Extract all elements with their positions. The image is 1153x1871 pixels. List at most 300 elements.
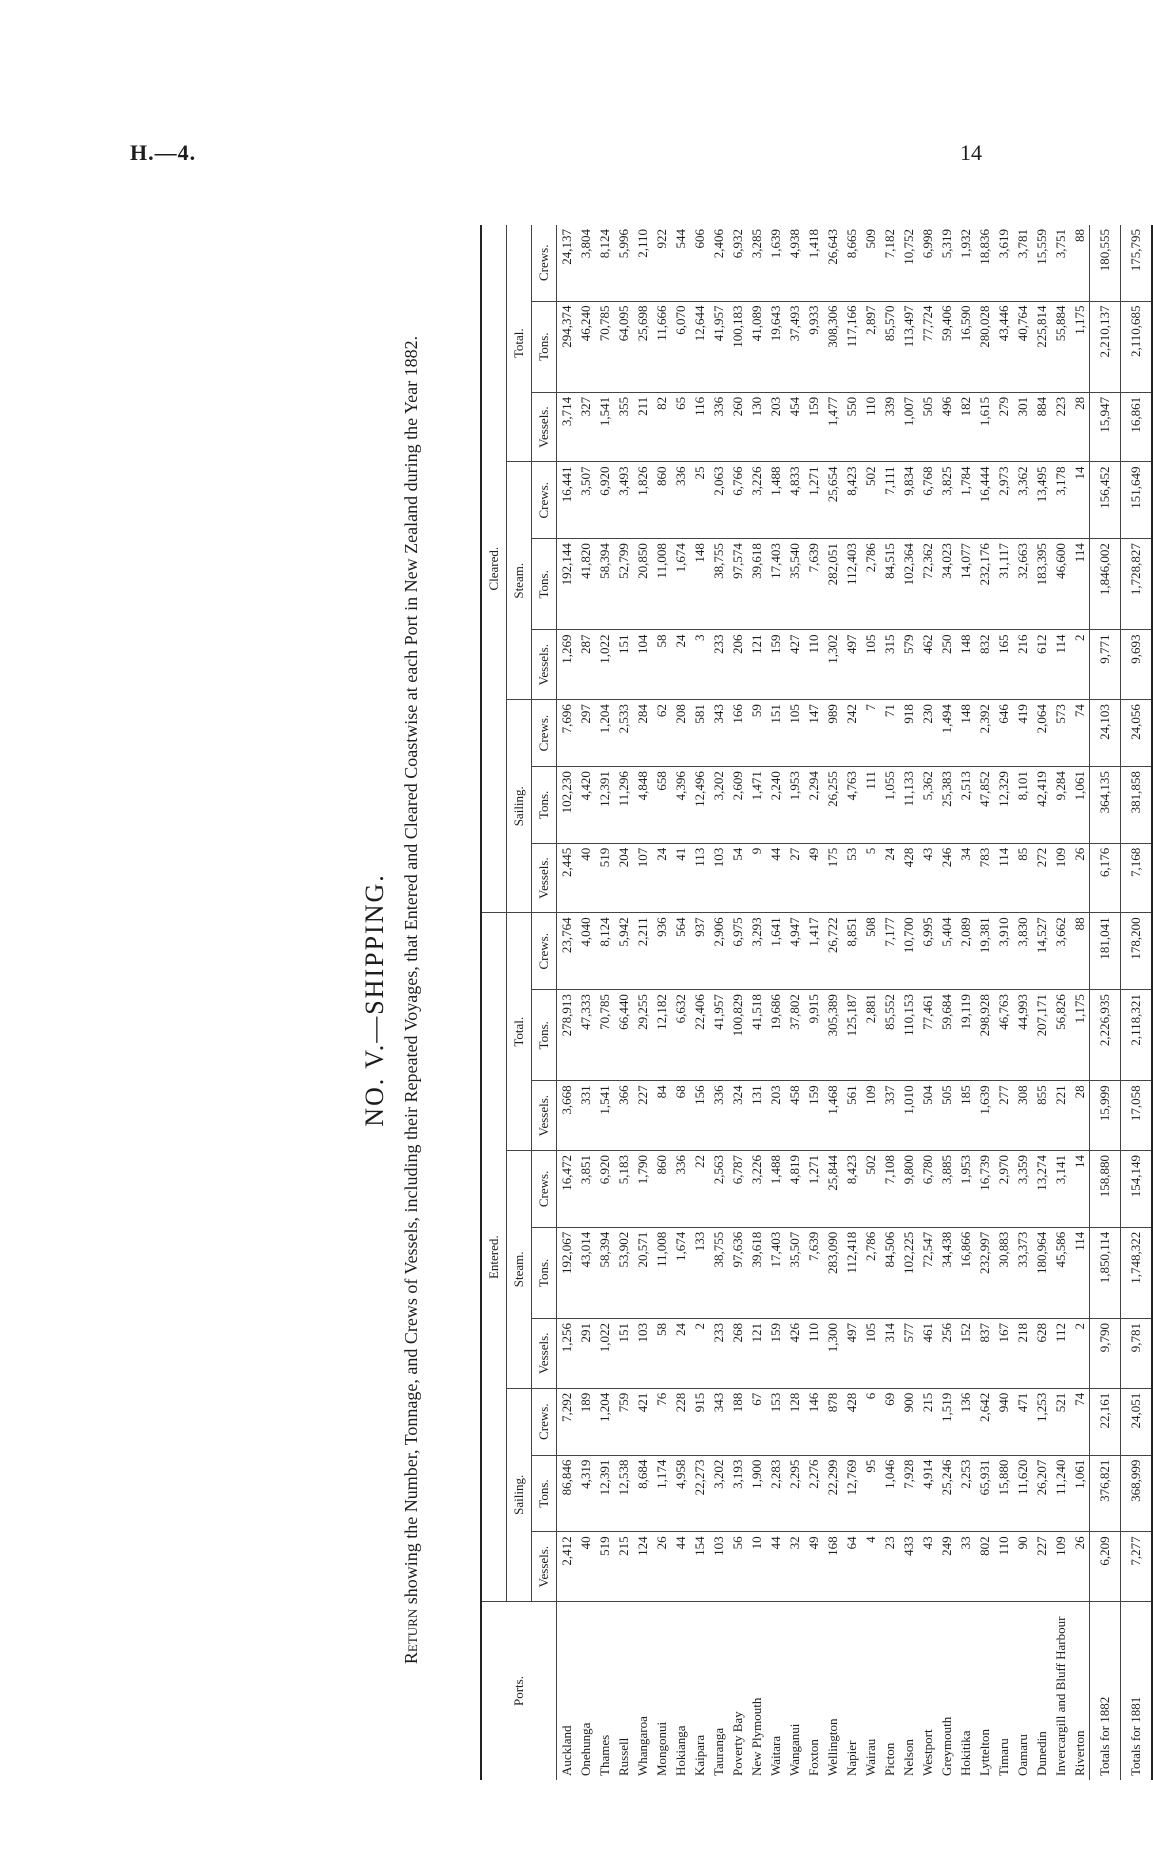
entered-vessels-cell: 366	[614, 1081, 633, 1151]
entered-vessels-cell: 9,781	[1121, 1319, 1153, 1389]
cleared-vessels-cell: 250	[937, 630, 956, 700]
cleared-crews-cell: 5,996	[614, 225, 633, 301]
cleared-crews-cell: 9,834	[899, 462, 918, 539]
entered-vessels-cell: 1,468	[823, 1081, 842, 1151]
cleared-tons-cell: 12,329	[994, 767, 1013, 844]
cleared-tons-cell: 41,089	[747, 301, 766, 392]
entered-tons-cell: 1,900	[747, 1455, 766, 1532]
cleared-vessels-cell: 211	[633, 392, 652, 462]
port-name: Riverton	[1071, 1730, 1087, 1776]
cleared-crews-cell: 419	[1013, 700, 1032, 767]
cleared-crews-cell: 2,110	[633, 225, 652, 301]
entered-tons-cell: 56,826	[1051, 990, 1070, 1081]
cleared-vessels-cell: 505	[918, 392, 937, 462]
entered-vessels-cell: 131	[747, 1081, 766, 1151]
totals-label: Totals for 1881	[1121, 1602, 1153, 1781]
entered-tons-cell: 305,389	[823, 990, 842, 1081]
entered-vessels-cell: 23	[880, 1532, 899, 1602]
cleared-vessels-cell: 7,168	[1121, 843, 1153, 913]
cleared-crews-cell: 151,649	[1121, 462, 1153, 539]
entered-crews-cell: 2,906	[709, 913, 728, 990]
entered-tons-cell: 44,993	[1013, 990, 1032, 1081]
entered-crews-cell: 759	[614, 1388, 633, 1455]
entered-tons-cell: 298,928	[975, 990, 994, 1081]
cleared-crews-cell: 2,392	[975, 700, 994, 767]
entered-tons-cell: 112,418	[842, 1227, 861, 1318]
cleared-tons-cell: 55,884	[1051, 301, 1070, 392]
port-name: Kaipara	[691, 1734, 707, 1776]
cleared-crews-cell: 62	[652, 700, 671, 767]
cleared-crews-cell: 1,418	[804, 225, 823, 301]
cleared-tons-cell: 117,166	[842, 301, 861, 392]
entered-vessels-cell: 110	[994, 1532, 1013, 1602]
entered-crews-cell: 22,161	[1090, 1388, 1121, 1455]
entered-tons-cell: 37,802	[785, 990, 804, 1081]
cleared-crews-cell: 147	[804, 700, 823, 767]
cleared-tons-cell: 112,403	[842, 539, 861, 630]
cleared-crews-cell: 230	[918, 700, 937, 767]
entered-tons-cell: 6,632	[671, 990, 690, 1081]
cleared-vessels-cell: 105	[861, 630, 880, 700]
entered-tons-cell: 9,915	[804, 990, 823, 1081]
header-entered-steam: Steam.	[507, 1151, 532, 1389]
header-crews: Crews.	[532, 700, 557, 767]
cleared-vessels-cell: 3	[690, 630, 709, 700]
table-row	[785, 225, 804, 1780]
entered-tons-cell: 2,226,935	[1090, 990, 1121, 1081]
cleared-tons-cell: 12,644	[690, 301, 709, 392]
entered-vessels-cell: 103	[709, 1532, 728, 1602]
cleared-tons-cell: 192,144	[557, 539, 577, 630]
table-row	[690, 225, 709, 1780]
cleared-crews-cell: 8,423	[842, 462, 861, 539]
shipping-table	[480, 225, 1153, 1780]
entered-vessels-cell: 49	[804, 1532, 823, 1602]
cleared-tons-cell: 19,643	[766, 301, 785, 392]
cleared-vessels-cell: 27	[785, 843, 804, 913]
entered-crews-cell: 5,404	[937, 913, 956, 990]
cleared-vessels-cell: 550	[842, 392, 861, 462]
entered-tons-cell: 1,674	[671, 1227, 690, 1318]
cleared-tons-cell: 8,101	[1013, 767, 1032, 844]
cleared-vessels-cell: 223	[1051, 392, 1070, 462]
header-tons: Tons.	[532, 1455, 557, 1532]
cleared-tons-cell: 59,406	[937, 301, 956, 392]
entered-vessels-cell: 152	[956, 1319, 975, 1389]
cleared-tons-cell: 97,574	[728, 539, 747, 630]
table-row	[633, 225, 652, 1780]
entered-crews-cell: 158,880	[1090, 1151, 1121, 1228]
entered-crews-cell: 940	[994, 1388, 1013, 1455]
table-row	[842, 225, 861, 1780]
entered-vessels-cell: 497	[842, 1319, 861, 1389]
table-row	[880, 225, 899, 1780]
entered-vessels-cell: 203	[766, 1081, 785, 1151]
cleared-tons-cell: 52,799	[614, 539, 633, 630]
entered-crews-cell: 146	[804, 1388, 823, 1455]
entered-tons-cell: 2,283	[766, 1455, 785, 1532]
entered-crews-cell: 2,563	[709, 1151, 728, 1228]
entered-tons-cell: 1,748,322	[1121, 1227, 1153, 1318]
entered-crews-cell: 3,830	[1013, 913, 1032, 990]
header-vessels: Vessels.	[532, 1532, 557, 1602]
header-vessels: Vessels.	[532, 1319, 557, 1389]
entered-crews-cell: 900	[899, 1388, 918, 1455]
header-vessels: Vessels.	[532, 1081, 557, 1151]
cleared-tons-cell: 7,639	[804, 539, 823, 630]
cleared-tons-cell: 2,210,137	[1090, 301, 1121, 392]
table-row	[576, 225, 595, 1780]
entered-crews-cell: 7,177	[880, 913, 899, 990]
entered-crews-cell: 67	[747, 1388, 766, 1455]
cleared-vessels-cell: 104	[633, 630, 652, 700]
cleared-tons-cell: 46,600	[1051, 539, 1070, 630]
entered-vessels-cell: 1,541	[595, 1081, 614, 1151]
entered-vessels-cell: 156	[690, 1081, 709, 1151]
entered-crews-cell: 128	[785, 1388, 804, 1455]
entered-crews-cell: 1,641	[766, 913, 785, 990]
entered-tons-cell: 376,821	[1090, 1455, 1121, 1532]
entered-crews-cell: 2,642	[975, 1388, 994, 1455]
cleared-vessels-cell: 462	[918, 630, 937, 700]
cleared-vessels-cell: 287	[576, 630, 595, 700]
entered-crews-cell: 9,800	[899, 1151, 918, 1228]
cleared-tons-cell: 37,493	[785, 301, 804, 392]
cleared-vessels-cell: 355	[614, 392, 633, 462]
entered-tons-cell: 2,118,321	[1121, 990, 1153, 1081]
table-row	[1032, 225, 1051, 1780]
cleared-crews-cell: 1,639	[766, 225, 785, 301]
entered-crews-cell: 188	[728, 1388, 747, 1455]
entered-vessels-cell: 10	[747, 1532, 766, 1602]
entered-crews-cell: 3,293	[747, 913, 766, 990]
cleared-tons-cell: 14,077	[956, 539, 975, 630]
entered-vessels-cell: 233	[709, 1319, 728, 1389]
entered-vessels-cell: 505	[937, 1081, 956, 1151]
entered-vessels-cell: 26	[1070, 1532, 1090, 1602]
header-entered-total: Total.	[507, 913, 532, 1151]
table-row	[994, 225, 1013, 1780]
cleared-crews-cell: 6,932	[728, 225, 747, 301]
entered-tons-cell: 95	[861, 1455, 880, 1532]
entered-vessels-cell: 577	[899, 1319, 918, 1389]
cleared-crews-cell: 918	[899, 700, 918, 767]
entered-tons-cell: 180,964	[1032, 1227, 1051, 1318]
totals-label: Totals for 1882	[1090, 1602, 1121, 1781]
entered-crews-cell: 2,970	[994, 1151, 1013, 1228]
cleared-crews-cell: 3,226	[747, 462, 766, 539]
cleared-vessels-cell: 24	[880, 843, 899, 913]
entered-crews-cell: 69	[880, 1388, 899, 1455]
cleared-tons-cell: 32,663	[1013, 539, 1032, 630]
table-row	[861, 225, 880, 1780]
cleared-crews-cell: 2,973	[994, 462, 1013, 539]
cleared-tons-cell: 42,419	[1032, 767, 1051, 844]
cleared-crews-cell: 2,406	[709, 225, 728, 301]
entered-tons-cell: 1,046	[880, 1455, 899, 1532]
cleared-crews-cell: 5,319	[937, 225, 956, 301]
cleared-crews-cell: 1,494	[937, 700, 956, 767]
entered-vessels-cell: 112	[1051, 1319, 1070, 1389]
cleared-crews-cell: 14	[1070, 462, 1090, 539]
entered-vessels-cell: 109	[861, 1081, 880, 1151]
entered-crews-cell: 1,953	[956, 1151, 975, 1228]
cleared-crews-cell: 2,063	[709, 462, 728, 539]
entered-tons-cell: 41,957	[709, 990, 728, 1081]
cleared-tons-cell: 39,618	[747, 539, 766, 630]
port-name: Tauranga	[710, 1727, 726, 1776]
entered-tons-cell: 1,061	[1070, 1455, 1090, 1532]
entered-vessels-cell: 2	[1070, 1319, 1090, 1389]
cleared-crews-cell: 25,654	[823, 462, 842, 539]
cleared-crews-cell: 1,271	[804, 462, 823, 539]
entered-crews-cell: 1,253	[1032, 1388, 1051, 1455]
entered-vessels-cell: 32	[785, 1532, 804, 1602]
entered-vessels-cell: 151	[614, 1319, 633, 1389]
header-cleared: Cleared.	[481, 225, 507, 913]
entered-tons-cell: 17,403	[766, 1227, 785, 1318]
entered-crews-cell: 3,662	[1051, 913, 1070, 990]
cleared-crews-cell: 15,559	[1032, 225, 1051, 301]
entered-tons-cell: 1,850,114	[1090, 1227, 1121, 1318]
entered-vessels-cell: 426	[785, 1319, 804, 1389]
entered-tons-cell: 19,119	[956, 990, 975, 1081]
cleared-crews-cell: 2,533	[614, 700, 633, 767]
entered-vessels-cell: 855	[1032, 1081, 1051, 1151]
cleared-crews-cell: 989	[823, 700, 842, 767]
cleared-tons-cell: 1,175	[1070, 301, 1090, 392]
cleared-vessels-cell: 49	[804, 843, 823, 913]
cleared-vessels-cell: 26	[1070, 843, 1090, 913]
cleared-vessels-cell: 1,477	[823, 392, 842, 462]
cleared-vessels-cell: 159	[804, 392, 823, 462]
table-row	[956, 225, 975, 1780]
cleared-vessels-cell: 116	[690, 392, 709, 462]
entered-tons-cell: 22,273	[690, 1455, 709, 1532]
entered-vessels-cell: 124	[633, 1532, 652, 1602]
entered-vessels-cell: 336	[709, 1081, 728, 1151]
entered-crews-cell: 6,787	[728, 1151, 747, 1228]
entered-crews-cell: 74	[1070, 1388, 1090, 1455]
entered-tons-cell: 53,902	[614, 1227, 633, 1318]
entered-crews-cell: 136	[956, 1388, 975, 1455]
cleared-vessels-cell: 315	[880, 630, 899, 700]
entered-crews-cell: 564	[671, 913, 690, 990]
cleared-tons-cell: 1,674	[671, 539, 690, 630]
cleared-tons-cell: 40,764	[1013, 301, 1032, 392]
cleared-vessels-cell: 41	[671, 843, 690, 913]
cleared-tons-cell: 1,953	[785, 767, 804, 844]
cleared-vessels-cell: 165	[994, 630, 1013, 700]
entered-vessels-cell: 324	[728, 1081, 747, 1151]
cleared-tons-cell: 4,420	[576, 767, 595, 844]
cleared-crews-cell: 1,204	[595, 700, 614, 767]
entered-vessels-cell: 628	[1032, 1319, 1051, 1389]
entered-vessels-cell: 17,058	[1121, 1081, 1153, 1151]
table-row	[899, 225, 918, 1780]
entered-vessels-cell: 337	[880, 1081, 899, 1151]
entered-vessels-cell: 314	[880, 1319, 899, 1389]
entered-crews-cell: 1,271	[804, 1151, 823, 1228]
cleared-tons-cell: 5,362	[918, 767, 937, 844]
cleared-vessels-cell: 2,445	[557, 843, 577, 913]
entered-tons-cell: 4,914	[918, 1455, 937, 1532]
cleared-vessels-cell: 233	[709, 630, 728, 700]
entered-tons-cell: 43,014	[576, 1227, 595, 1318]
entered-crews-cell: 24,051	[1121, 1388, 1153, 1455]
cleared-crews-cell: 105	[785, 700, 804, 767]
entered-tons-cell: 192,067	[557, 1227, 577, 1318]
entered-crews-cell: 502	[861, 1151, 880, 1228]
table-row	[671, 225, 690, 1780]
entered-vessels-cell: 1,010	[899, 1081, 918, 1151]
cleared-vessels-cell: 454	[785, 392, 804, 462]
entered-tons-cell: 2,276	[804, 1455, 823, 1532]
cleared-tons-cell: 9,284	[1051, 767, 1070, 844]
entered-tons-cell: 125,187	[842, 990, 861, 1081]
entered-vessels-cell: 1,300	[823, 1319, 842, 1389]
cleared-vessels-cell: 428	[899, 843, 918, 913]
cleared-crews-cell: 7,111	[880, 462, 899, 539]
entered-vessels-cell: 277	[994, 1081, 1013, 1151]
entered-crews-cell: 8,124	[595, 913, 614, 990]
entered-vessels-cell: 561	[842, 1081, 861, 1151]
cleared-vessels-cell: 65	[671, 392, 690, 462]
cleared-vessels-cell: 159	[766, 630, 785, 700]
entered-tons-cell: 12,182	[652, 990, 671, 1081]
entered-vessels-cell: 58	[652, 1319, 671, 1389]
entered-crews-cell: 937	[690, 913, 709, 990]
cleared-vessels-cell: 272	[1032, 843, 1051, 913]
sub-header-row	[532, 225, 557, 1780]
cleared-tons-cell: 58,394	[595, 539, 614, 630]
cleared-vessels-cell: 113	[690, 843, 709, 913]
cleared-vessels-cell: 203	[766, 392, 785, 462]
header-vessels: Vessels.	[532, 843, 557, 913]
cleared-vessels-cell: 54	[728, 843, 747, 913]
entered-vessels-cell: 227	[1032, 1532, 1051, 1602]
entered-tons-cell: 278,913	[557, 990, 577, 1081]
entered-tons-cell: 77,461	[918, 990, 937, 1081]
entered-crews-cell: 23,764	[557, 913, 577, 990]
entered-vessels-cell: 44	[766, 1532, 785, 1602]
cleared-tons-cell: 4,396	[671, 767, 690, 844]
cleared-crews-cell: 4,938	[785, 225, 804, 301]
entered-tons-cell: 38,755	[709, 1227, 728, 1318]
cleared-tons-cell: 38,755	[709, 539, 728, 630]
cleared-tons-cell: 2,786	[861, 539, 880, 630]
entered-crews-cell: 6,780	[918, 1151, 937, 1228]
entered-tons-cell: 368,999	[1121, 1455, 1153, 1532]
cleared-crews-cell: 3,493	[614, 462, 633, 539]
cleared-crews-cell: 59	[747, 700, 766, 767]
cleared-vessels-cell: 53	[842, 843, 861, 913]
entered-crews-cell: 508	[861, 913, 880, 990]
entered-crews-cell: 3,359	[1013, 1151, 1032, 1228]
entered-tons-cell: 15,880	[994, 1455, 1013, 1532]
entered-tons-cell: 4,958	[671, 1455, 690, 1532]
cleared-vessels-cell: 44	[766, 843, 785, 913]
cleared-vessels-cell: 175	[823, 843, 842, 913]
header-tons: Tons.	[532, 767, 557, 844]
cleared-crews-cell: 336	[671, 462, 690, 539]
cleared-vessels-cell: 24	[652, 843, 671, 913]
entered-tons-cell: 1,174	[652, 1455, 671, 1532]
entered-crews-cell: 4,947	[785, 913, 804, 990]
cleared-tons-cell: 85,570	[880, 301, 899, 392]
entered-vessels-cell: 68	[671, 1081, 690, 1151]
cleared-tons-cell: 20,850	[633, 539, 652, 630]
cleared-crews-cell: 1,488	[766, 462, 785, 539]
cleared-vessels-cell: 612	[1032, 630, 1051, 700]
cleared-vessels-cell: 3,714	[557, 392, 577, 462]
entered-vessels-cell: 218	[1013, 1319, 1032, 1389]
cleared-crews-cell: 16,441	[557, 462, 577, 539]
header-cleared-steam: Steam.	[507, 462, 532, 700]
entered-tons-cell: 39,618	[747, 1227, 766, 1318]
cleared-crews-cell: 24,137	[557, 225, 577, 301]
entered-vessels-cell: 308	[1013, 1081, 1032, 1151]
cleared-crews-cell: 24,056	[1121, 700, 1153, 767]
header-crews: Crews.	[532, 225, 557, 301]
entered-tons-cell: 11,008	[652, 1227, 671, 1318]
cleared-vessels-cell: 130	[747, 392, 766, 462]
table-row	[766, 225, 785, 1780]
entered-tons-cell: 72,547	[918, 1227, 937, 1318]
port-name: Russell	[615, 1737, 631, 1776]
cleared-crews-cell: 3,285	[747, 225, 766, 301]
entered-crews-cell: 16,472	[557, 1151, 577, 1228]
cleared-tons-cell: 12,496	[690, 767, 709, 844]
cleared-crews-cell: 3,751	[1051, 225, 1070, 301]
entered-tons-cell: 7,928	[899, 1455, 918, 1532]
entered-vessels-cell: 84	[652, 1081, 671, 1151]
entered-crews-cell: 421	[633, 1388, 652, 1455]
cleared-vessels-cell: 43	[918, 843, 937, 913]
entered-crews-cell: 6,920	[595, 1151, 614, 1228]
cleared-tons-cell: 308,306	[823, 301, 842, 392]
entered-tons-cell: 59,684	[937, 990, 956, 1081]
cleared-vessels-cell: 85	[1013, 843, 1032, 913]
cleared-tons-cell: 225,814	[1032, 301, 1051, 392]
entered-tons-cell: 34,438	[937, 1227, 956, 1318]
cleared-tons-cell: 111	[861, 767, 880, 844]
cleared-crews-cell: 26,643	[823, 225, 842, 301]
entered-vessels-cell: 110	[804, 1319, 823, 1389]
entered-vessels-cell: 433	[899, 1532, 918, 1602]
entered-crews-cell: 7,292	[557, 1388, 577, 1455]
entered-crews-cell: 88	[1070, 913, 1090, 990]
entered-crews-cell: 7,108	[880, 1151, 899, 1228]
entered-crews-cell: 336	[671, 1151, 690, 1228]
cleared-tons-cell: 1,471	[747, 767, 766, 844]
entered-tons-cell: 22,406	[690, 990, 709, 1081]
port-name: Picton	[881, 1742, 897, 1776]
port-name: Poverty Bay	[729, 1711, 745, 1776]
entered-crews-cell: 181,041	[1090, 913, 1121, 990]
cleared-vessels-cell: 579	[899, 630, 918, 700]
cleared-tons-cell: 11,008	[652, 539, 671, 630]
cleared-vessels-cell: 327	[576, 392, 595, 462]
port-name: Dunedin	[1033, 1731, 1049, 1776]
entered-tons-cell: 29,255	[633, 990, 652, 1081]
entered-tons-cell: 11,620	[1013, 1455, 1032, 1532]
port-name: Greymouth	[938, 1716, 954, 1776]
entered-crews-cell: 3,851	[576, 1151, 595, 1228]
cleared-vessels-cell: 58	[652, 630, 671, 700]
cleared-crews-cell: 646	[994, 700, 1013, 767]
table-row	[595, 225, 614, 1780]
